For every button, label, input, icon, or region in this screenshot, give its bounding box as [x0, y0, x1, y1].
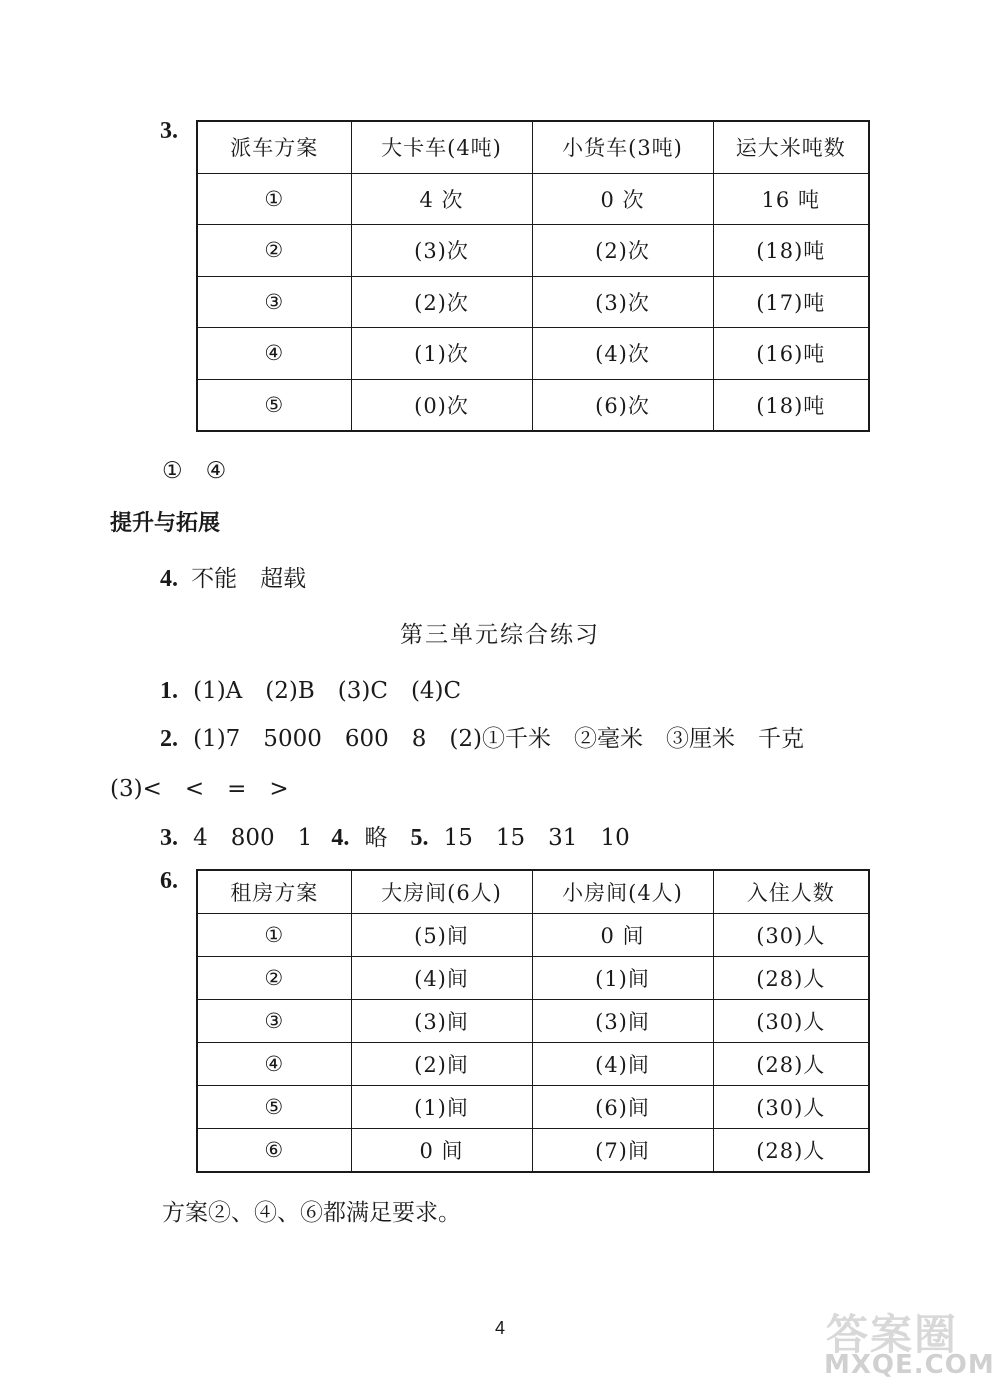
table-cell: (1)间: [532, 957, 713, 1000]
table-cell: (18)吨: [713, 379, 869, 431]
question-4-number: 4.: [160, 566, 178, 592]
question-3-number: 3.: [160, 118, 178, 144]
table-cell: (30)人: [713, 1000, 869, 1043]
table-row: [197, 225, 869, 277]
table-cell: ④: [197, 328, 351, 380]
table-row: [197, 173, 869, 225]
header-cell: 租房方案: [197, 870, 351, 914]
table-cell: (16)吨: [713, 328, 869, 380]
table-cell: (28)人: [713, 1043, 869, 1086]
table-cell: ②: [197, 957, 351, 1000]
table-cell: (2)次: [532, 225, 713, 277]
table-cell: ⑥: [197, 1129, 351, 1173]
table-cell: (30)人: [713, 914, 869, 957]
table-cell: ⑤: [197, 1086, 351, 1129]
table-cell: ②: [197, 225, 351, 277]
truck-dispatch-table: [196, 120, 870, 432]
table-cell: (2)次: [351, 276, 532, 328]
exercise-5-text: 15 15 31 10: [443, 825, 630, 851]
table-cell: ①: [197, 914, 351, 957]
table-cell: (4)间: [532, 1043, 713, 1086]
table-row: [197, 328, 869, 380]
table-cell: (5)间: [351, 914, 532, 957]
question-4: [160, 560, 306, 593]
header-cell: 入住人数: [713, 870, 869, 914]
table-cell: (28)人: [713, 957, 869, 1000]
table-cell: (3)间: [532, 1000, 713, 1043]
header-cell: 派车方案: [197, 121, 351, 173]
table-cell: (6)间: [532, 1086, 713, 1129]
table-cell: ③: [197, 276, 351, 328]
exercise-3-number: 3.: [160, 825, 178, 851]
table-row: [197, 1086, 869, 1129]
header-cell: 大卡车(4吨): [351, 121, 532, 173]
exercise-2: [160, 720, 804, 753]
question-3-answer: ① ④: [162, 458, 227, 484]
table-cell: 0 次: [532, 173, 713, 225]
table-cell: (1)次: [351, 328, 532, 380]
question-6-number: 6.: [160, 868, 178, 894]
table-cell: 16 吨: [713, 173, 869, 225]
table-cell: (7)间: [532, 1129, 713, 1173]
table-cell: (17)吨: [713, 276, 869, 328]
table-cell: (3)次: [351, 225, 532, 277]
exercise-1-number: 1.: [160, 678, 178, 704]
watermark-text: 答案圈: [826, 1310, 959, 1359]
table-header-row: [197, 870, 869, 914]
header-cell: 小货车(3吨): [532, 121, 713, 173]
header-cell: 运大米吨数: [713, 121, 869, 173]
table-cell: 4 次: [351, 173, 532, 225]
exercise-4-text: 略: [364, 825, 388, 851]
section-heading: 提升与拓展: [110, 511, 221, 536]
table-row: [197, 914, 869, 957]
table-cell: (3)次: [532, 276, 713, 328]
header-cell: 大房间(6人): [351, 870, 532, 914]
table-cell: (30)人: [713, 1086, 869, 1129]
header-cell: 小房间(4人): [532, 870, 713, 914]
table-cell: (18)吨: [713, 225, 869, 277]
exercise-4-number: 4.: [331, 825, 350, 851]
exercise-2-number: 2.: [160, 726, 178, 752]
table-cell: ①: [197, 173, 351, 225]
table-row: [197, 1129, 869, 1173]
exercise-3-text: 4 800 1: [193, 825, 313, 851]
exercise-2-text: (1)7 5000 600 8 (2)①千米 ②毫米 ③厘米 千克: [193, 726, 804, 752]
page-number: 4: [494, 1318, 505, 1338]
table-row: [197, 276, 869, 328]
exercise-3-5: [160, 819, 630, 852]
unit-title: 第三单元综合练习: [400, 622, 600, 648]
table-header-row: [197, 121, 869, 173]
table-cell: ④: [197, 1043, 351, 1086]
table-cell: (28)人: [713, 1129, 869, 1173]
exercise-1-text: (1)A (2)B (3)C (4)C: [193, 678, 462, 704]
table-cell: (2)间: [351, 1043, 532, 1086]
question-4-text: 不能 超载: [191, 566, 307, 592]
table-cell: (3)间: [351, 1000, 532, 1043]
table-cell: (1)间: [351, 1086, 532, 1129]
watermark-logo: [820, 1300, 1000, 1392]
table-row: [197, 1000, 869, 1043]
exercise-2-continuation: (3)< < = >: [110, 776, 289, 802]
table-cell: ③: [197, 1000, 351, 1043]
question-6-conclusion: 方案②、④、⑥都满足要求。: [162, 1200, 461, 1226]
table-cell: ⑤: [197, 379, 351, 431]
table-cell: 0 间: [351, 1129, 532, 1173]
table-cell: 0 间: [532, 914, 713, 957]
table-cell: (4)次: [532, 328, 713, 380]
table-row: [197, 1043, 869, 1086]
room-rental-table: [196, 869, 870, 1173]
table-cell: (4)间: [351, 957, 532, 1000]
table-cell: (6)次: [532, 379, 713, 431]
exercise-5-number: 5.: [410, 825, 429, 851]
table-row: [197, 379, 869, 431]
table-row: [197, 957, 869, 1000]
table-cell: (0)次: [351, 379, 532, 431]
exercise-1: [160, 672, 461, 705]
watermark-url: MXQE.COM: [824, 1350, 995, 1380]
